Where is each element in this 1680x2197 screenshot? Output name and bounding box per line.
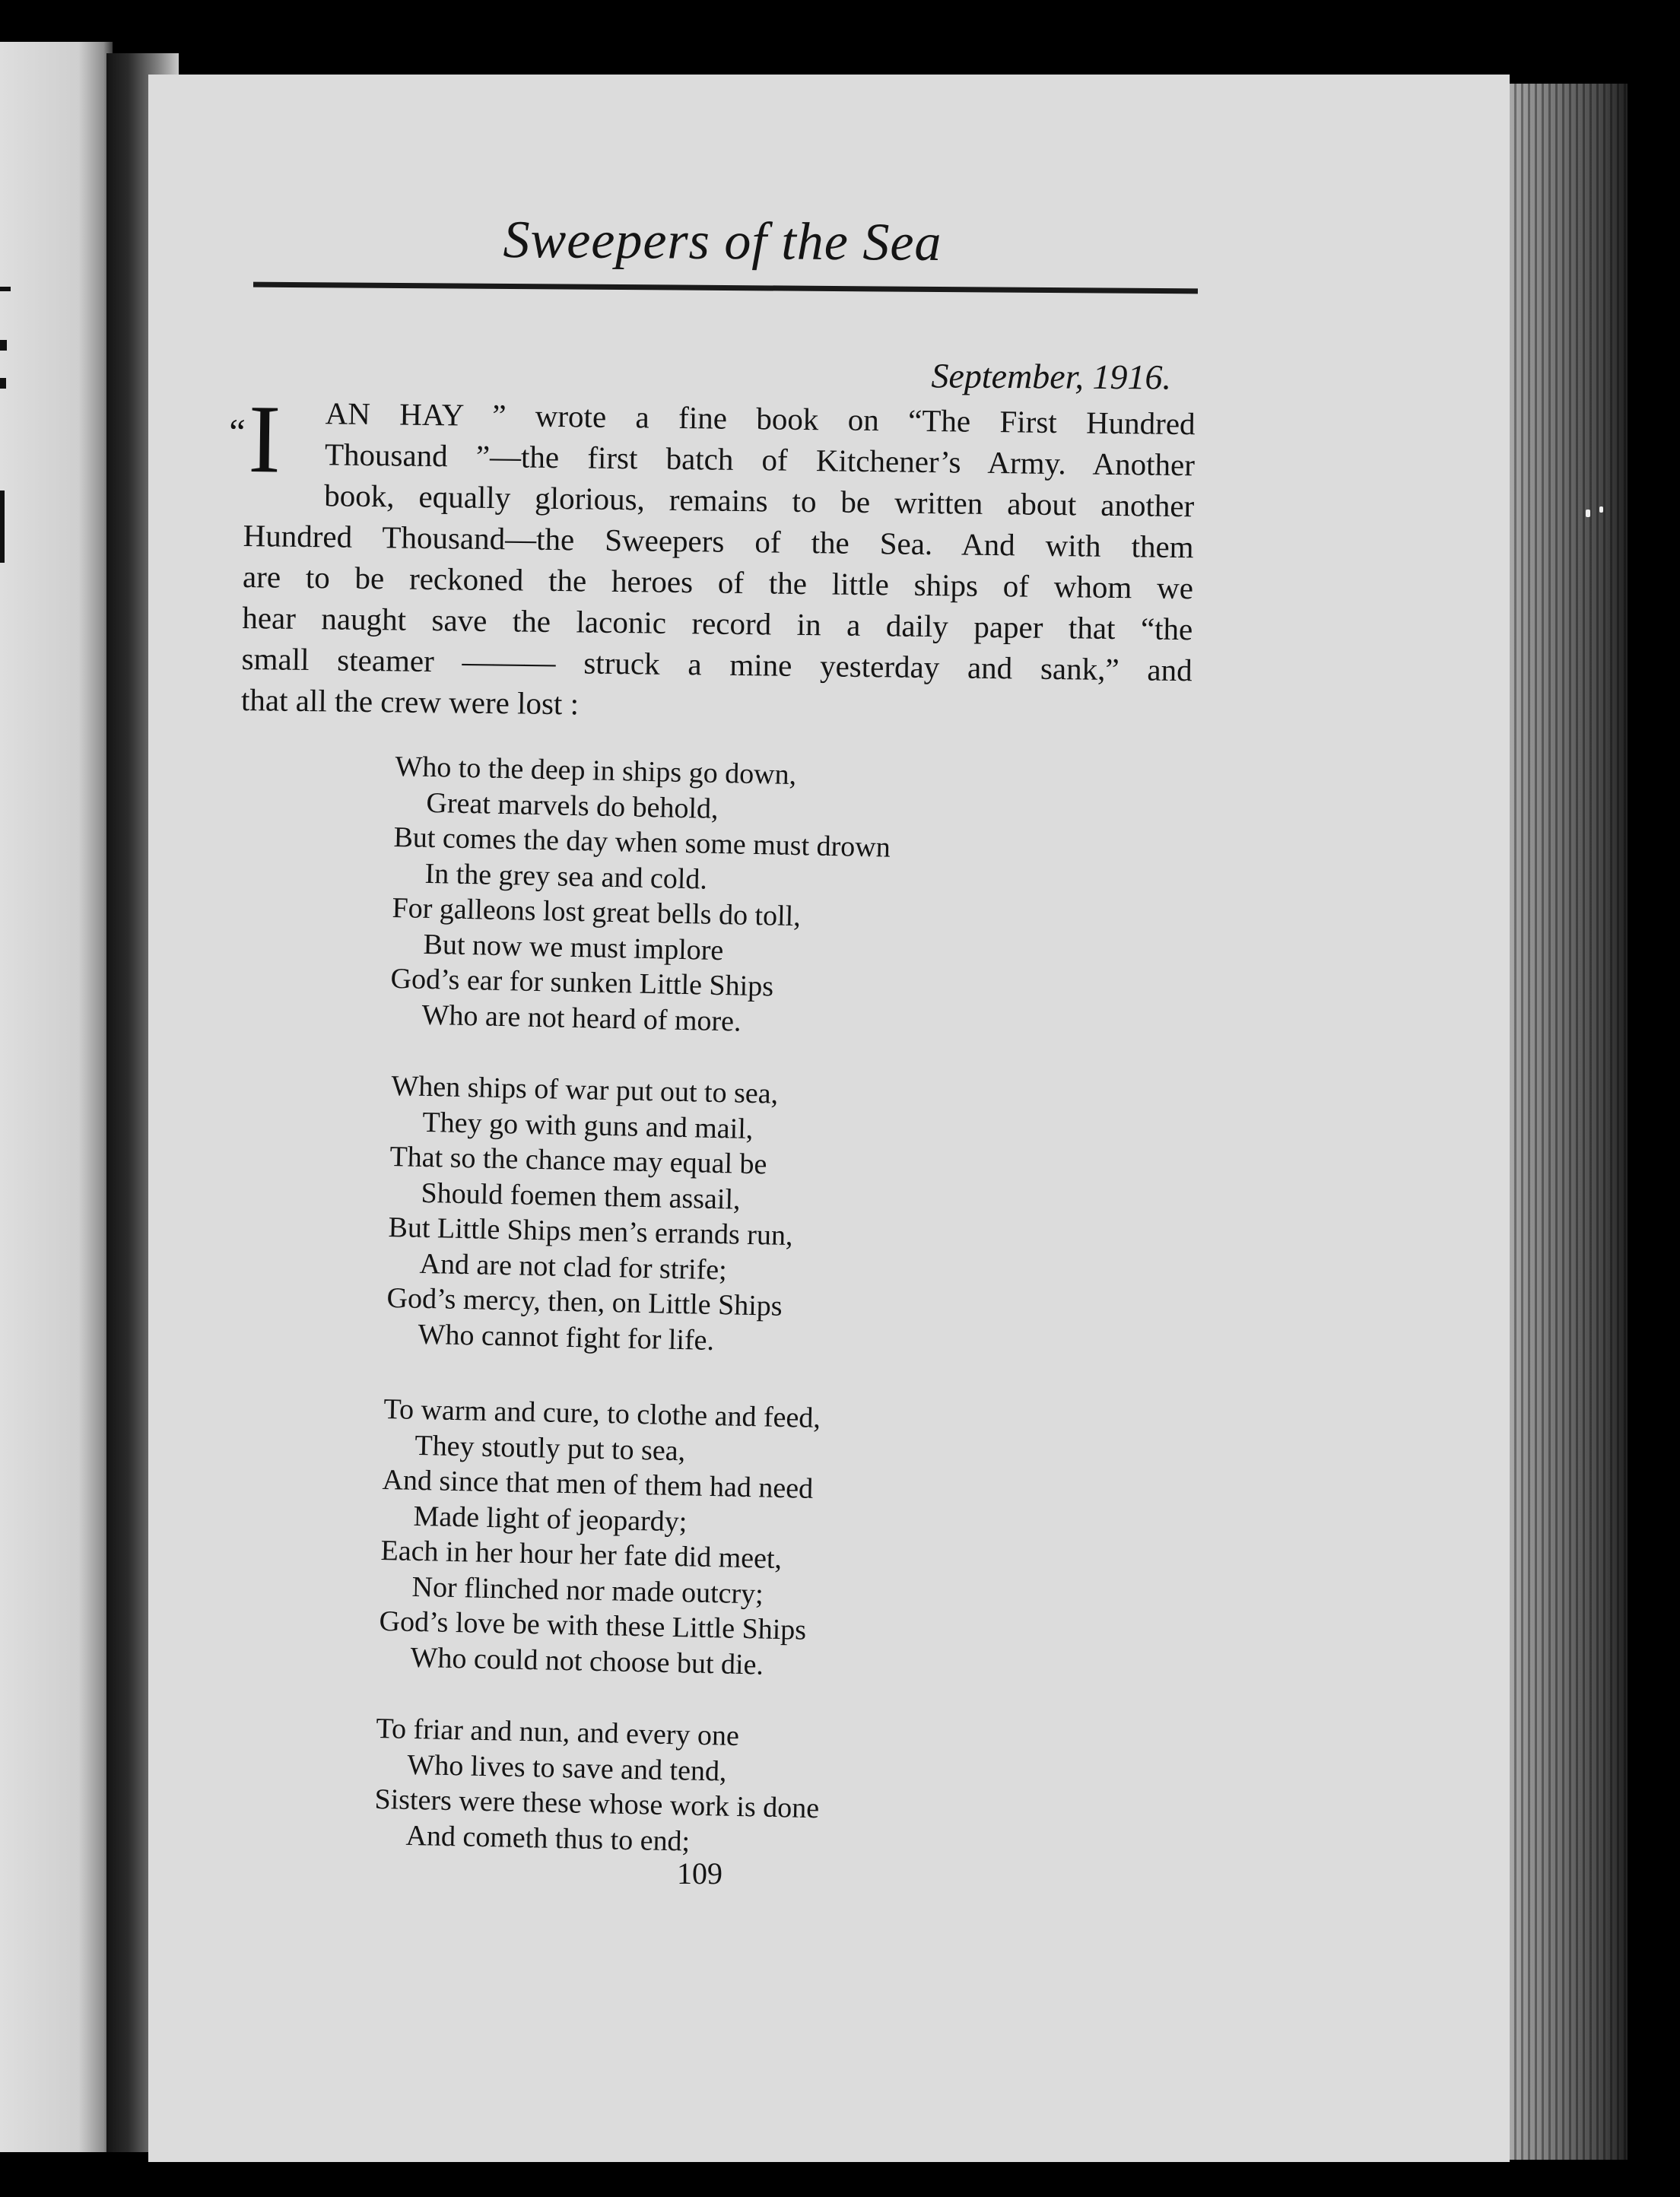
verse-line: For galleons lost great bells do toll, bbox=[392, 891, 802, 933]
previous-page-mark bbox=[0, 491, 5, 563]
verse-line: In the grey sea and cold. bbox=[424, 857, 708, 896]
verse-line: Nor flinched nor made outcry; bbox=[411, 1570, 764, 1610]
verse-line: Who lives to save and tend, bbox=[407, 1748, 727, 1788]
verse-line: And are not clad for strife; bbox=[419, 1247, 728, 1286]
page-number: 109 bbox=[677, 1856, 722, 1891]
verse-line: Should foemen them assail, bbox=[421, 1176, 741, 1216]
verse-line: But comes the day when some must drown bbox=[393, 821, 891, 864]
intro-line: hear naught save the laconic record in a daily paper that “the bbox=[242, 599, 1193, 647]
verse-line: God’s love be with these Little Ships bbox=[379, 1605, 807, 1646]
verse-line: And cometh thus to end; bbox=[405, 1819, 691, 1858]
verse-line: Who could not choose but die. bbox=[410, 1641, 764, 1681]
stanza-3 bbox=[378, 1392, 1069, 1689]
verse-line: Great marvels do behold, bbox=[426, 786, 719, 825]
verse-line: But Little Ships men’s errands run, bbox=[388, 1211, 793, 1252]
verse-line: To friar and nun, and every one bbox=[376, 1712, 740, 1752]
verse-line: But now we must implore bbox=[423, 928, 724, 967]
verse-line: Each in her hour her fate did meet, bbox=[380, 1534, 783, 1575]
verse-line: They go with guns and mail, bbox=[422, 1106, 754, 1145]
previous-page-mark bbox=[0, 340, 7, 351]
verse-line: Who to the deep in ships go down, bbox=[395, 750, 797, 792]
intro-line: small steamer ——— struck a mine yesterday and sank,” and bbox=[241, 640, 1193, 688]
stanza-1 bbox=[389, 749, 1080, 1046]
previous-page-edge bbox=[0, 42, 113, 2152]
drop-cap-letter: I bbox=[247, 385, 282, 494]
dateline: September, 1916. bbox=[931, 356, 1172, 397]
stanza-2 bbox=[386, 1068, 1076, 1366]
intro-line: that all the crew were lost : bbox=[240, 681, 580, 722]
drop-cap-quote: “ bbox=[229, 411, 246, 453]
intro-line: AN HAY ” wrote a fine book on “The First Hundred bbox=[325, 395, 1196, 442]
stanza-4 bbox=[373, 1711, 1061, 1867]
previous-page-mark bbox=[0, 287, 11, 291]
edge-speck bbox=[1586, 510, 1590, 517]
drop-cap bbox=[229, 385, 282, 494]
verse-line: When ships of war put out to sea, bbox=[391, 1069, 779, 1110]
verse-line: And since that men of them had need bbox=[382, 1463, 814, 1505]
intro-line: Thousand ”—the first batch of Kitchener’s Army. Another bbox=[324, 437, 1196, 483]
verse-line: God’s mercy, then, on Little Ships bbox=[386, 1281, 783, 1322]
verse-line: God’s ear for sunken Little Ships bbox=[390, 962, 774, 1003]
verse-line: Who are not heard of more. bbox=[421, 998, 742, 1038]
edge-speck bbox=[1599, 506, 1603, 513]
verse-line: Who cannot fight for life. bbox=[418, 1318, 715, 1357]
previous-page-mark bbox=[0, 378, 6, 389]
verse-line: That so the chance may equal be bbox=[389, 1140, 767, 1181]
running-head: Sweepers of the Sea bbox=[503, 210, 942, 273]
verse-line: Made light of jeopardy; bbox=[413, 1500, 688, 1538]
intro-line: are to be reckoned the heroes of the little ships of whom we bbox=[242, 558, 1194, 606]
verse-line: To warm and cure, to clothe and feed, bbox=[383, 1392, 821, 1435]
intro-line: book, equally glorious, remains to be written about another bbox=[324, 478, 1195, 524]
verse-line: Sisters were these whose work is done bbox=[374, 1783, 820, 1825]
verse-line: They stoutly put to sea, bbox=[414, 1429, 686, 1467]
intro-line: Hundred Thousand—the Sweepers of the Sea. And with them bbox=[243, 517, 1194, 565]
intro-paragraph bbox=[229, 385, 1196, 732]
